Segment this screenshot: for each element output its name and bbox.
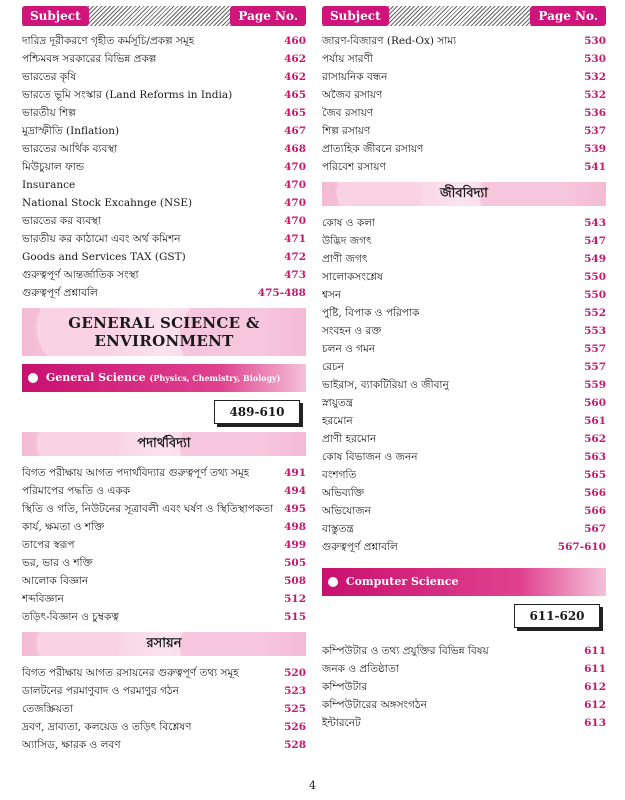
toc-topic: পরিবেশ রসায়ণ: [322, 161, 386, 173]
toc-row: [22, 500, 306, 518]
toc-row: [22, 464, 306, 482]
toc-topic: শ্বসন: [322, 289, 342, 301]
toc-page: 460: [284, 35, 306, 47]
toc-page: 525: [284, 703, 306, 715]
toc-topic: শিল্প রসায়ণ: [322, 125, 371, 137]
banner-title-line1: GENERAL SCIENCE &: [68, 314, 260, 332]
toc-page: 491: [284, 467, 306, 479]
toc-row: [22, 158, 306, 176]
toc-page: 462: [284, 71, 306, 83]
toc-topic: ভারতীয় শিল্প: [22, 107, 76, 119]
toc-topic: ভারতের আর্থিক ব্যবস্থা: [22, 143, 118, 155]
toc-page: 560: [584, 397, 606, 409]
toc-topic: দারিদ্র দূরীকরণে গৃহীত কর্মসূচি/প্রকল্প সমূহ: [22, 35, 195, 47]
toc-row: [22, 718, 306, 736]
toc-row: [322, 158, 606, 176]
toc-row: [22, 608, 306, 626]
toc-topic: অভিযোজন: [322, 505, 371, 517]
toc-page: 499: [284, 539, 306, 551]
toc-row: [322, 214, 606, 232]
toc-page: 530: [584, 35, 606, 47]
toc-row: [22, 536, 306, 554]
toc-topic: পরিমাপের পদ্ধতি ও একক: [22, 485, 131, 497]
physics-list: [22, 464, 306, 626]
toc-row: [22, 176, 306, 194]
toc-topic: দ্রবণ, দ্রাব্যতা, কলয়েড ও তড়িৎ বিশ্লেষণ: [22, 721, 192, 733]
general-science-banner: [22, 308, 306, 356]
toc-topic: অভিব্যক্তি: [322, 487, 365, 499]
toc-page: 562: [584, 433, 606, 445]
toc-row: [322, 412, 606, 430]
toc-row: [322, 104, 606, 122]
toc-topic: কার্য, ক্ষমতা ও শক্তি: [22, 521, 105, 533]
toc-row: [22, 248, 306, 266]
toc-page: 465: [284, 107, 306, 119]
toc-topic: ইন্টারনেট: [322, 717, 361, 729]
toc-row: [322, 122, 606, 140]
toc-row: [322, 286, 606, 304]
toc-topic: হরমোন: [322, 415, 353, 427]
toc-page: 553: [584, 325, 606, 337]
range-box: [22, 392, 306, 426]
toc-row: [22, 194, 306, 212]
page-no-header: Page No.: [530, 6, 606, 26]
toc-topic: জৈব রসায়ণ: [322, 107, 374, 119]
toc-page: 515: [284, 611, 306, 623]
toc-page: 470: [284, 197, 306, 209]
toc-row: [22, 140, 306, 158]
toc-topic: ভারতের কর ব্যবস্থা: [22, 215, 102, 227]
toc-topic: তেজস্ক্রিয়তা: [22, 703, 73, 715]
toc-row: [322, 484, 606, 502]
right-header-bar: [322, 6, 606, 26]
section-label: General Science: [45, 371, 146, 384]
toc-row: [22, 230, 306, 248]
banner-title-line2: ENVIRONMENT: [94, 332, 234, 350]
toc-row: [322, 140, 606, 158]
toc-topic: জনক ও প্রতিষ্ঠাতা: [322, 663, 399, 675]
biology-title: জীববিদ্যা: [322, 182, 606, 206]
range-value: 489-610: [214, 400, 300, 424]
toc-page: 475-488: [257, 287, 306, 299]
subject-header: Subject: [322, 6, 389, 26]
toc-page: 512: [284, 593, 306, 605]
toc-row: [22, 572, 306, 590]
toc-row: [22, 554, 306, 572]
toc-page: 495: [284, 503, 306, 515]
toc-page: 612: [584, 699, 606, 711]
toc-page: 567-610: [557, 541, 606, 553]
toc-topic: কোষ ও কলা: [322, 217, 376, 229]
toc-row: [322, 660, 606, 678]
toc-row: [322, 502, 606, 520]
page-no-header: Page No.: [230, 6, 306, 26]
toc-topic: কোষ বিভাজন ও জনন: [322, 451, 418, 463]
toc-page: 528: [284, 739, 306, 751]
range-box: [322, 596, 606, 636]
toc-page: 532: [584, 89, 606, 101]
toc-topic: রাসায়নিক বন্ধন: [322, 71, 388, 83]
toc-page: 543: [584, 217, 606, 229]
toc-row: [322, 678, 606, 696]
toc-row: [22, 32, 306, 50]
toc-row: [22, 266, 306, 284]
toc-topic: বিগত পরীক্ষায় আগত পদার্থবিদ্যার গুরুত্বপূর্ণ তথ্য সমূহ: [22, 467, 250, 479]
toc-page: 565: [584, 469, 606, 481]
toc-row: [322, 538, 606, 556]
toc-page: 508: [284, 575, 306, 587]
toc-row: [322, 358, 606, 376]
toc-row: [322, 466, 606, 484]
toc-page: 559: [584, 379, 606, 391]
toc-topic: অ্যাসিড, ক্ষারক ও লবণ: [22, 739, 121, 751]
toc-topic: কম্পিউটার ও তথ্য প্রযুক্তির বিভিন্ন বিষয়: [322, 645, 489, 657]
toc-page: 557: [584, 361, 606, 373]
toc-page: 611: [584, 645, 606, 657]
toc-row: [22, 68, 306, 86]
toc-topic: তড়িৎ-বিজ্ঞান ও চুম্বকত্ব: [22, 611, 119, 623]
toc-row: [322, 394, 606, 412]
left-header-bar: [22, 6, 306, 26]
toc-page: 470: [284, 161, 306, 173]
toc-row: [322, 520, 606, 538]
toc-page: 473: [284, 269, 306, 281]
toc-topic: স্থিতি ও গতি, নিউটনের সূত্রাবলী এবং ঘর্ষণ ও স্থিতিস্থাপকতা: [22, 503, 274, 515]
toc-page: 505: [284, 557, 306, 569]
toc-topic: কম্পিউটার: [322, 681, 368, 693]
toc-row: [322, 430, 606, 448]
toc-topic: National Stock Excahnge (NSE): [22, 197, 193, 209]
economics-list: [22, 32, 306, 302]
toc-topic: প্রাণী জগৎ: [322, 253, 368, 265]
toc-page: 520: [284, 667, 306, 679]
toc-page: 612: [584, 681, 606, 693]
toc-topic: কম্পিউটারের অঙ্গসংগঠন: [322, 699, 427, 711]
toc-page: 563: [584, 451, 606, 463]
bullet-icon: [328, 577, 338, 587]
toc-topic: প্রাত্যহিক জীবনে রসায়ণ: [322, 143, 424, 155]
toc-row: [22, 518, 306, 536]
toc-page: 547: [584, 235, 606, 247]
toc-row: [22, 50, 306, 68]
toc-page: 470: [284, 179, 306, 191]
section-sub: (Physics, Chemistry, Biology): [149, 373, 281, 383]
toc-topic: অজৈব রসায়ণ: [322, 89, 383, 101]
toc-row: [22, 104, 306, 122]
section-label: Computer Science: [345, 575, 459, 588]
toc-topic: প্রাণী হরমোন: [322, 433, 377, 445]
toc-topic: সালোকসংশ্লেষ: [322, 271, 383, 283]
toc-page: 566: [584, 505, 606, 517]
chemistry-cont-list: [322, 32, 606, 176]
toc-page: 536: [584, 107, 606, 119]
toc-page: 465: [284, 89, 306, 101]
range-value: 611-620: [514, 604, 600, 628]
toc-row: [22, 122, 306, 140]
toc-row: [22, 700, 306, 718]
toc-topic: রেচন: [322, 361, 344, 373]
toc-page: 471: [284, 233, 306, 245]
toc-page: 611: [584, 663, 606, 675]
toc-row: [322, 322, 606, 340]
toc-row: [322, 376, 606, 394]
toc-row: [322, 50, 606, 68]
toc-page: 494: [284, 485, 306, 497]
toc-row: [322, 696, 606, 714]
physics-title: পদার্থবিদ্যা: [22, 432, 306, 456]
right-column: [322, 6, 606, 732]
toc-page: 539: [584, 143, 606, 155]
toc-row: [322, 714, 606, 732]
toc-topic: জারণ-বিজারণ (Red-Ox) সাম্য: [322, 35, 457, 47]
toc-row: [22, 284, 306, 302]
toc-page: 552: [584, 307, 606, 319]
toc-topic: ভারতে ভূমি সংস্কার (Land Reforms in India): [22, 89, 233, 101]
toc-page: 557: [584, 343, 606, 355]
toc-row: [322, 642, 606, 660]
toc-page: 549: [584, 253, 606, 265]
toc-topic: পর্যায় সারণী: [322, 53, 373, 65]
toc-topic: Goods and Services TAX (GST): [22, 251, 186, 263]
toc-page: 526: [284, 721, 306, 733]
toc-page: 561: [584, 415, 606, 427]
toc-topic: পশ্চিমবঙ্গ সরকারের বিভিন্ন প্রকল্প: [22, 53, 157, 65]
toc-topic: বাস্তুতন্ত্র: [322, 523, 354, 535]
toc-topic: পুষ্টি, বিপাক ও পরিপাক: [322, 307, 420, 319]
toc-page: 566: [584, 487, 606, 499]
toc-page: 537: [584, 125, 606, 137]
toc-page: 462: [284, 53, 306, 65]
toc-topic: ভর, ভার ও শক্তি: [22, 557, 93, 569]
computer-list: [322, 642, 606, 732]
toc-row: [322, 268, 606, 286]
toc-topic: গুরুত্বপূর্ণ প্রশ্নাবলি: [322, 541, 398, 553]
toc-row: [22, 682, 306, 700]
toc-page: 523: [284, 685, 306, 697]
subject-header: Subject: [22, 6, 89, 26]
toc-topic: ডালটনের পরমাণুবাদ ও পরমাণুর গঠন: [22, 685, 179, 697]
toc-row: [322, 340, 606, 358]
toc-page: 613: [584, 717, 606, 729]
toc-topic: ভারতের কৃষি: [22, 71, 76, 83]
toc-topic: গুরুত্বপূর্ণ আন্তর্জাতিক সংস্থা: [22, 269, 139, 281]
toc-page: 470: [284, 215, 306, 227]
toc-row: [22, 482, 306, 500]
toc-page: 467: [284, 125, 306, 137]
toc-topic: মুদ্রাস্ফীতি (Inflation): [22, 125, 120, 137]
bullet-icon: [28, 373, 38, 383]
toc-row: [22, 212, 306, 230]
toc-row: [322, 232, 606, 250]
toc-page: 498: [284, 521, 306, 533]
toc-page: 567: [584, 523, 606, 535]
toc-page: 550: [584, 271, 606, 283]
toc-topic: ভারতীয় কর কাঠামো এবং অর্থ কমিশন: [22, 233, 181, 245]
toc-row: [322, 250, 606, 268]
toc-row: [322, 448, 606, 466]
toc-page: 550: [584, 289, 606, 301]
toc-row: [22, 736, 306, 754]
toc-row: [22, 664, 306, 682]
toc-page: 530: [584, 53, 606, 65]
chemistry-title: রসায়ন: [22, 632, 306, 656]
toc-topic: বিগত পরীক্ষায় আগত রসায়নের গুরুত্বপূর্ণ তথ্য সমূহ: [22, 667, 239, 679]
toc-page: 541: [584, 161, 606, 173]
toc-row: [322, 304, 606, 322]
toc-row: [322, 32, 606, 50]
toc-row: [322, 68, 606, 86]
toc-topic: তাপের স্বরূপ: [22, 539, 75, 551]
toc-topic: শব্দবিজ্ঞান: [22, 593, 64, 605]
chemistry-list: [22, 664, 306, 754]
toc-topic: বংশগতি: [322, 469, 357, 481]
toc-row: [22, 590, 306, 608]
toc-page: 532: [584, 71, 606, 83]
toc-row: [322, 86, 606, 104]
left-column: [22, 6, 306, 754]
toc-topic: Insurance: [22, 179, 76, 191]
toc-topic: আলোক বিজ্ঞান: [22, 575, 89, 587]
toc-topic: স্নায়ুতন্ত্র: [322, 397, 354, 409]
toc-topic: ভাইরাস, ব্যাকটিরিয়া ও জীবানু: [322, 379, 449, 391]
general-science-section: [22, 364, 306, 392]
toc-topic: সংবহন ও রক্ত: [322, 325, 382, 337]
toc-topic: মিউচুয়াল ফান্ড: [22, 161, 85, 173]
toc-topic: উদ্ভিদ জগৎ: [322, 235, 372, 247]
toc-row: [22, 86, 306, 104]
toc-page: 468: [284, 143, 306, 155]
toc-topic: গুরুত্বপূর্ণ প্রশ্নাবলি: [22, 287, 98, 299]
biology-list: [322, 214, 606, 556]
toc-topic: চলন ও গমন: [322, 343, 376, 355]
computer-science-section: [322, 568, 606, 596]
page-number: 4: [309, 779, 316, 792]
toc-page: 472: [284, 251, 306, 263]
